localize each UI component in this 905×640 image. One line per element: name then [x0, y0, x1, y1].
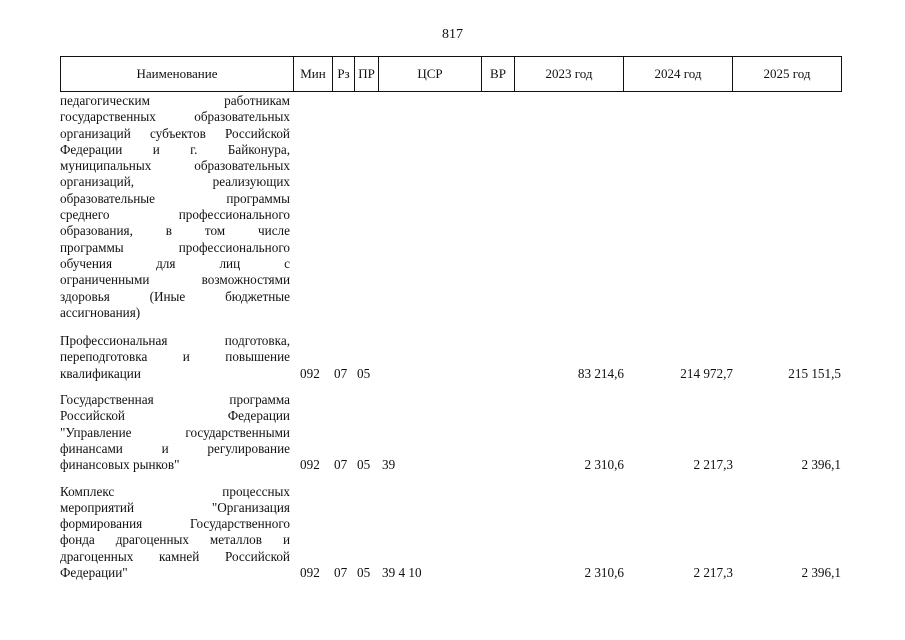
header-2025: 2025 год [733, 57, 842, 92]
cell-2024: 2 217,3 [693, 457, 733, 473]
name-line: ассигнования) [60, 304, 141, 320]
row-name [60, 93, 290, 321]
cell-pr: 05 [357, 457, 371, 473]
table-row [60, 392, 850, 473]
cell-rz: 07 [334, 365, 348, 381]
header-vr: ВР [482, 57, 515, 92]
cell-min: 092 [300, 565, 320, 581]
name-line: финансами и регулирование [60, 440, 290, 456]
name-line: драгоценных камней Российской [60, 548, 290, 564]
table-row [60, 333, 850, 382]
name-line: программы профессионального [60, 239, 290, 255]
table-header [60, 56, 842, 92]
name-line: Федерации" [60, 565, 128, 581]
table-row [60, 484, 850, 582]
cell-2025: 215 151,5 [788, 365, 841, 381]
cell-csr: 39 [382, 457, 396, 473]
name-line: организаций, реализующих [60, 174, 290, 190]
header-2023: 2023 год [515, 57, 624, 92]
row-name [60, 392, 290, 473]
table-body [60, 93, 850, 581]
name-line: Федерации и г. Байконура, [60, 141, 290, 157]
name-line: обучения для лиц с [60, 255, 290, 271]
name-line: "Управление государственными [60, 424, 290, 440]
name-line: образования, в том числе [60, 223, 290, 239]
page-number: 817 [442, 27, 463, 42]
header-pr: ПР [355, 57, 379, 92]
name-line: фонда драгоценных металлов и [60, 532, 290, 548]
table-row [60, 93, 850, 321]
row-name [60, 333, 290, 382]
cell-min: 092 [300, 365, 320, 381]
header-rz: Рз [333, 57, 355, 92]
name-line: квалификации [60, 365, 141, 381]
name-line: Российской Федерации [60, 408, 290, 424]
name-line: здоровья (Иные бюджетные [60, 288, 290, 304]
header-min: Мин [294, 57, 333, 92]
name-line: организаций субъектов Российской [60, 125, 290, 141]
cell-min: 092 [300, 457, 320, 473]
name-line: формирования Государственного [60, 516, 290, 532]
name-line: Государственная программа [60, 392, 290, 408]
name-line: образовательные программы [60, 190, 290, 206]
header-csr: ЦСР [379, 57, 482, 92]
cell-rz: 07 [334, 457, 348, 473]
name-line: переподготовка и повышение [60, 349, 290, 365]
name-line: мероприятий "Организация [60, 499, 290, 515]
name-line: педагогическим работникам [60, 93, 290, 108]
cell-2025: 2 396,1 [801, 457, 841, 473]
name-line: среднего профессионального [60, 207, 290, 223]
cell-pr: 05 [357, 365, 371, 381]
row-name [60, 484, 290, 582]
cell-2023: 2 310,6 [584, 565, 624, 581]
cell-2024: 2 217,3 [693, 565, 733, 581]
cell-rz: 07 [334, 565, 348, 581]
cell-2024: 214 972,7 [680, 365, 733, 381]
cell-csr: 39 4 10 [382, 565, 422, 581]
header-2024: 2024 год [624, 57, 733, 92]
name-line: муниципальных образовательных [60, 158, 290, 174]
cell-2025: 2 396,1 [801, 565, 841, 581]
header-name: Наименование [61, 57, 294, 92]
name-line: Комплекс процессных [60, 483, 290, 499]
name-line: государственных образовательных [60, 109, 290, 125]
name-line: финансовых рынков" [60, 457, 180, 473]
name-line: ограниченными возможностями [60, 272, 290, 288]
cell-2023: 83 214,6 [577, 365, 624, 381]
cell-2023: 2 310,6 [584, 457, 624, 473]
cell-pr: 05 [357, 565, 371, 581]
name-line: Профессиональная подготовка, [60, 333, 290, 349]
